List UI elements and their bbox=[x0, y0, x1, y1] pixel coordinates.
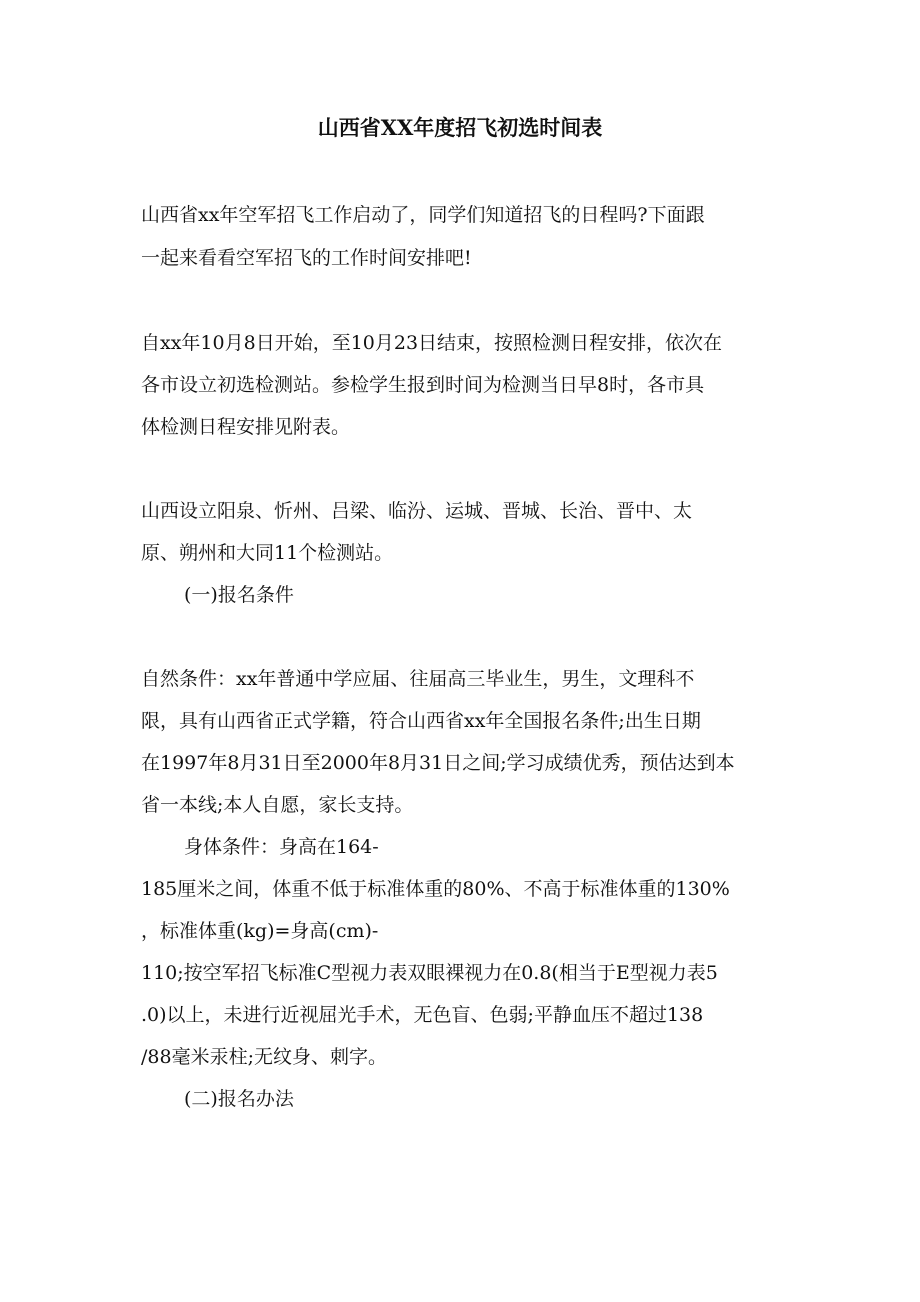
paragraph-line: 体检测日程安排见附表。 bbox=[141, 416, 351, 438]
paragraph-line: 原、朔州和大同11个检测站。 bbox=[141, 542, 394, 564]
paragraph-line: 自xx年10月8日开始，至10月23日结束，按照检测日程安排，依次在 bbox=[141, 332, 723, 354]
paragraph-line: 自然条件：xx年普通中学应届、往届高三毕业生，男生，文理科不 bbox=[141, 668, 695, 690]
paragraph-line: /88毫米汞柱;无纹身、刺字。 bbox=[141, 1046, 387, 1068]
section-heading: (一)报名条件 bbox=[184, 584, 294, 606]
paragraph-line: 一起来看看空军招飞的工作时间安排吧! bbox=[141, 247, 472, 269]
section-heading: (二)报名办法 bbox=[184, 1088, 294, 1110]
paragraph-line: 身体条件：身高在164- bbox=[184, 836, 379, 858]
paragraph-line: 各市设立初选检测站。参检学生报到时间为检测当日早8时，各市具 bbox=[141, 374, 705, 396]
paragraph-line: 省一本线;本人自愿，家长支持。 bbox=[141, 794, 414, 816]
paragraph-line: .0)以上，未进行近视屈光手术，无色盲、色弱;平静血压不超过138 bbox=[141, 1004, 704, 1026]
document-title: 山西省XX年度招飞初选时间表 bbox=[317, 115, 603, 140]
paragraph-line: 在1997年8月31日至2000年8月31日之间;学习成绩优秀，预估达到本 bbox=[141, 752, 735, 774]
paragraph-line: 限，具有山西省正式学籍，符合山西省xx年全国报名条件;出生日期 bbox=[141, 710, 701, 732]
paragraph-line: 185厘米之间，体重不低于标准体重的80%、不高于标准体重的130% bbox=[141, 878, 730, 900]
paragraph-line: 110;按空军招飞标准C型视力表双眼裸视力在0.8(相当于E型视力表5 bbox=[141, 962, 718, 984]
paragraph-line: 山西设立阳泉、忻州、吕梁、临汾、运城、晋城、长治、晋中、太 bbox=[141, 500, 693, 522]
paragraph-line: 山西省xx年空军招飞工作启动了，同学们知道招飞的日程吗?下面跟 bbox=[141, 204, 705, 226]
paragraph-line: ，标准体重(kg)=身高(cm)- bbox=[141, 920, 379, 942]
